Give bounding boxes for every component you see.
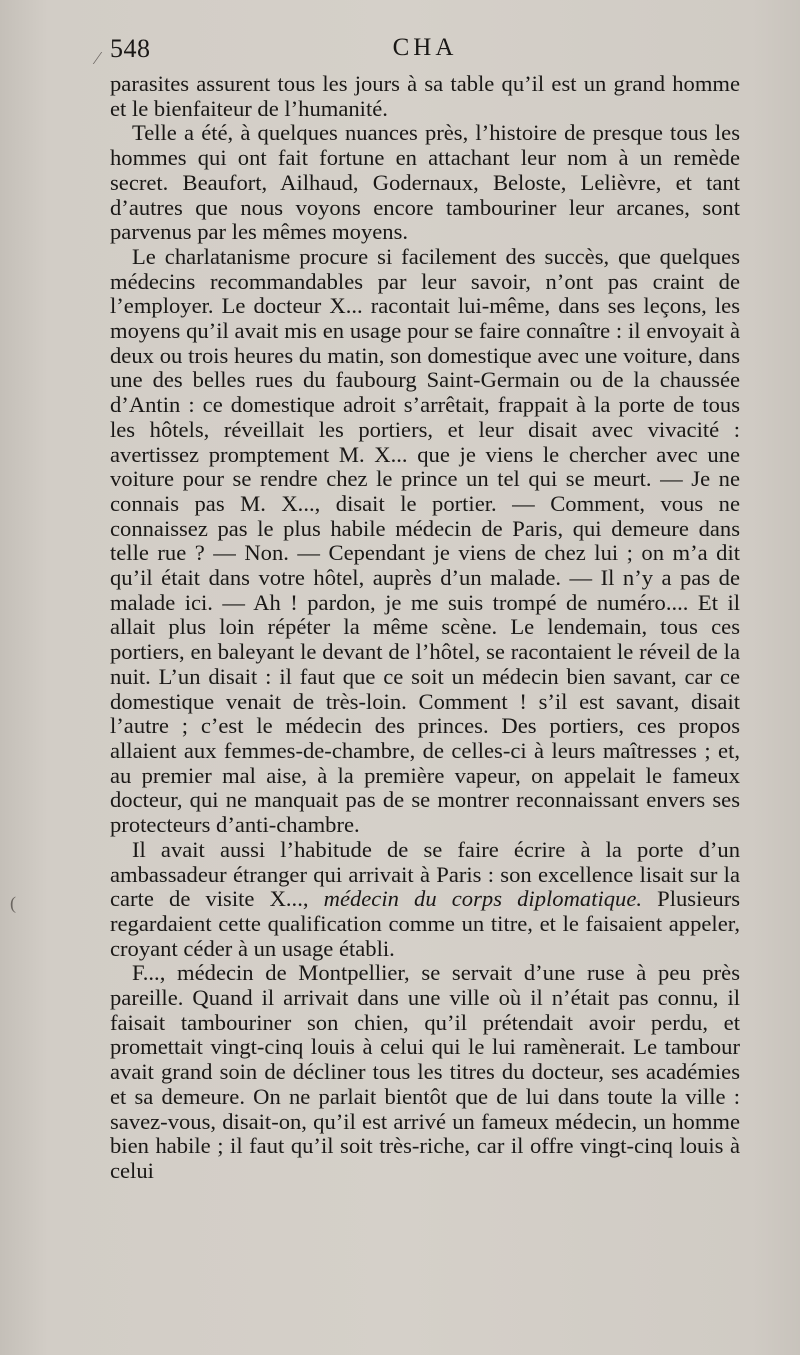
body-text xyxy=(110,72,740,1184)
paragraph xyxy=(110,245,740,838)
text-segment: Telle a été, à quelques nuances près, l’histoire de presque tous les hommes qui ont fait fortune en attachant leur nom à un remède secret. Beaufort, Ailhaud, Godernaux, Beloste, Lelièvre, et tant d’autres que nous voyons encore tambouriner leur arcanes, sont parvenus par les mêmes moyens. xyxy=(110,120,740,245)
text-segment: Le charlatanisme procure si facilement des succès, que quelques médecins recommandables par leur savoir, n’ont pas craint de l’employer. Le docteur X... racontait lui-même, dans ses leçons, les moyens qu’il avait mis en usage pour se faire connaître : il envoyait à deux ou trois heures du matin, son domestique avec une voiture, dans une des belles rues du faubourg Saint-Germain ou de la chaussée d’Antin : ce domestique adroit s’arrêtait, frappait à la porte de tous les hôtels, réveillait les portiers, et leur disait avec vivacité : avertissez promptement M. X... que je viens le chercher avec une voiture pour se rendre chez le prince un tel qui se meurt. — Je ne connais pas M. X..., disait le portier. — Comment, vous ne connaissez pas le plus habile médecin de Paris, qui demeure dans telle rue ? — Non. — Cependant je viens de chez lui ; on m’a dit qu’il était dans votre hôtel, auprès d’un malade. — Il n’y a pas de malade ici. — Ah ! pardon, je me suis trompé de numéro.... Et il allait plus loin répéter la même scène. Le lendemain, tous ces portiers, en baleyant le devant de l’hôtel, se racontaient le réveil de la nuit. L’un disait : il faut que ce soit un médecin bien savant, car ce domestique venait de très-loin. Comment ! s’il est savant, disait l’autre ; c’est le médecin des princes. Des portiers, ces propos allaient aux femmes-de-chambre, de celles-ci à leurs maîtresses ; et, au premier mal aise, à la première vapeur, on appelait le fameux docteur, qui ne manquait pas de se montrer reconnaissant envers ses protecteurs d’anti-chambre. xyxy=(110,243,740,838)
text-segment: Il avait aussi l’habitude de se faire écrire à la porte d’un ambassadeur étranger qui arrivait à Paris : son excellence lisait sur la carte de visite X..., xyxy=(110,836,740,912)
text-segment: Plusieurs regardaient cette qualification comme un titre, et le faisaient appeler, croyant céder à un usage établi. xyxy=(110,886,741,961)
paragraph xyxy=(110,838,740,962)
paragraph xyxy=(110,72,740,121)
running-head xyxy=(110,34,740,68)
text-segment: F..., médecin de Montpellier, se servait d’une ruse à peu près pareille. Quand il arrivait dans une ville où il n’était pas connu, il faisait tambouriner son chien, qu’il prétendait avoir perdu, et promettait vingt-cinq louis à celui qui le lui ramènerait. Le tambour avait grand soin de décliner tous les titres du docteur, ses académies et sa demeure. On ne parlait bientôt que de lui dans toute la ville : savez-vous, disait-on, qu’il est arrivé un fameux médecin, un homme bien habile ; il faut qu’il soit très-riche, car il offre vingt-cinq louis à celui xyxy=(110,960,740,1183)
text-segment: parasites assurent tous les jours à sa table qu’il est un grand homme et le bienfaiteur de l’humanité. xyxy=(110,71,740,121)
page-number: 548 xyxy=(110,34,151,63)
paragraph xyxy=(110,961,740,1183)
italic-text: médecin du corps diplomatique. xyxy=(323,886,643,912)
paragraph xyxy=(110,121,740,245)
margin-mark-icon: ( xyxy=(10,893,16,913)
margin-mark-icon: ⁄ xyxy=(96,48,100,68)
running-title: CHA xyxy=(392,34,458,61)
